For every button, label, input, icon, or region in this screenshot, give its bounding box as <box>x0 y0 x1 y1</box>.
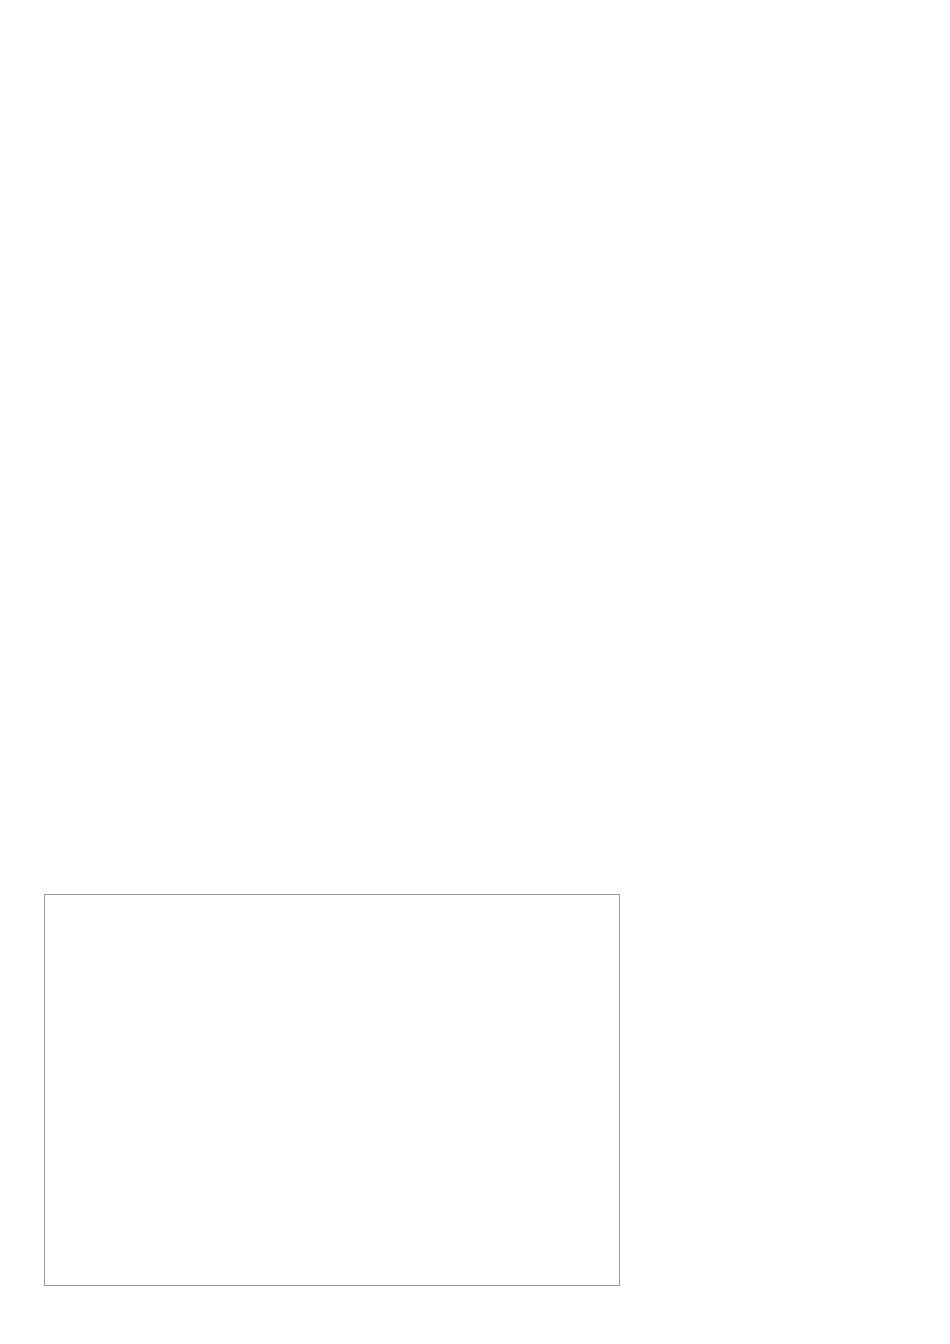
chapter-title <box>0 52 950 78</box>
pin-diagram <box>45 895 621 1287</box>
pin-diagram-figure <box>44 894 620 1286</box>
